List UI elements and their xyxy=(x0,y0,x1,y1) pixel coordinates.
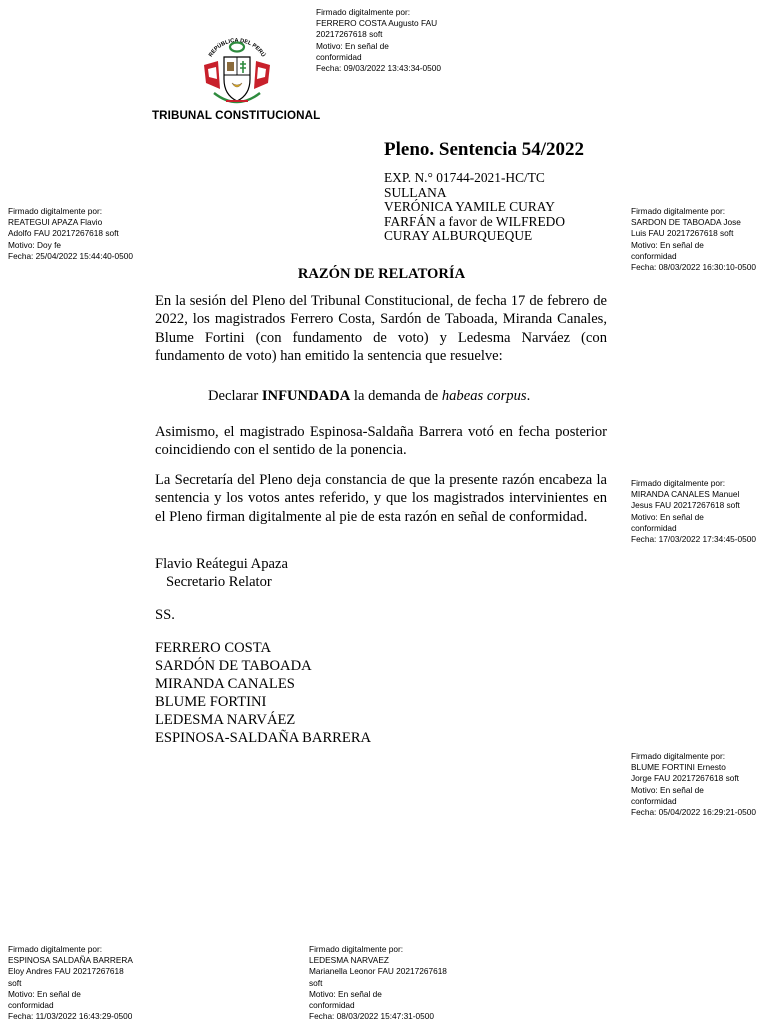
signature-line: conformidad xyxy=(8,1000,54,1011)
digital-signature-sardon xyxy=(631,206,756,273)
document-title: Pleno. Sentencia 54/2022 xyxy=(384,139,585,160)
signature-line: Motivo: En señal de xyxy=(309,988,382,999)
resolution-statement xyxy=(208,388,530,405)
signature-line: Firmado digitalmente por: xyxy=(309,944,404,954)
signature-line: Firmado digitalmente por: xyxy=(631,206,726,216)
magistrate-name: FERRERO COSTA xyxy=(155,640,272,656)
resolution-remedy: habeas corpus xyxy=(441,388,527,404)
section-heading: RAZÓN DE RELATORÍA xyxy=(297,266,466,282)
digital-signature-reategui xyxy=(8,206,133,262)
case-line: FARFÁN a favor de WILFREDO xyxy=(384,213,566,229)
signature-line: conformidad xyxy=(631,250,677,261)
digital-signature-ledesma xyxy=(309,944,447,1022)
signature-line: Jesus FAU 20217267618 soft xyxy=(631,500,740,511)
digital-signature-miranda xyxy=(631,478,756,545)
signature-line: Fecha: 25/04/2022 15:44:40-0500 xyxy=(8,250,134,261)
signature-line: conformidad xyxy=(309,1000,355,1011)
magistrate-name: MIRANDA CANALES xyxy=(155,675,295,692)
signature-line: Motivo: En señal de xyxy=(316,40,389,51)
signature-line: Firmado digitalmente por: xyxy=(631,478,726,488)
case-reference xyxy=(384,171,565,244)
signer-name: Flavio Reátegui Apaza xyxy=(155,556,288,572)
digital-signature-espinosa xyxy=(8,944,133,1022)
digital-signature-blume xyxy=(631,751,756,818)
resolution-middle: la demanda de xyxy=(350,388,442,404)
signature-line: Motivo: En señal de xyxy=(631,784,704,795)
signature-line: SARDON DE TABOADA Jose xyxy=(631,217,741,228)
signature-line: Eloy Andres FAU 20217267618 xyxy=(8,966,124,977)
case-line: VERÓNICA YAMILE CURAY xyxy=(384,199,555,215)
magistrates-list xyxy=(155,640,371,747)
signature-line: Motivo: Doy fe xyxy=(8,239,62,250)
signature-line: ESPINOSA SALDAÑA BARRERA xyxy=(8,955,133,966)
peru-coat-of-arms-logo xyxy=(196,31,278,109)
paragraph-additional-vote: Asimismo, el magistrado Espinosa-Saldaña Barrera votó en fecha posterior coincidiendo con el sentido de la ponencia. xyxy=(155,424,607,459)
magistrate-name: ESPINOSA-SALDAÑA BARRERA xyxy=(155,729,372,746)
seal-text: REPÚBLICA DEL PERÚ xyxy=(208,37,266,59)
signature-line: Fecha: 09/03/2022 13:43:34-0500 xyxy=(316,63,442,74)
signature-line: 20217267618 soft xyxy=(316,29,383,40)
signature-line: soft xyxy=(8,977,22,988)
case-line: EXP. N.° 01744-2021-HC/TC xyxy=(384,170,545,185)
signature-line: LEDESMA NARVAEZ xyxy=(309,955,389,966)
signature-line: Firmado digitalmente por: xyxy=(8,206,103,216)
signature-line: Motivo: En señal de xyxy=(631,239,704,250)
magistrate-name: LEDESMA NARVÁEZ xyxy=(155,711,296,728)
signature-line: FERRERO COSTA Augusto FAU xyxy=(316,18,438,29)
signature-line: Firmado digitalmente por: xyxy=(8,944,103,954)
signature-line: conformidad xyxy=(631,522,677,533)
svg-text:REPÚBLICA DEL PERÚ xyxy=(208,38,267,58)
magistrate-name: SARDÓN DE TABOADA xyxy=(155,657,312,674)
signature-line: conformidad xyxy=(631,795,677,806)
signature-line: Firmado digitalmente por: xyxy=(631,751,726,761)
signature-line: Fecha: 17/03/2022 17:34:45-0500 xyxy=(631,534,757,545)
signature-line: Adolfo FAU 20217267618 soft xyxy=(8,228,119,239)
paragraph-session: En la sesión del Pleno del Tribunal Constitucional, de fecha 17 de febrero de 2022, los magistrados Ferrero Costa, Sardón de Taboada, Miranda Canales, Blume Fortini (con fundamento de voto) y Ledesma Narváez (con fundamento de voto) han emitido la sentencia que resuelve: xyxy=(155,293,607,365)
signature-line: Motivo: En señal de xyxy=(631,511,704,522)
signature-line: MIRANDA CANALES Manuel xyxy=(631,489,740,500)
signature-line: BLUME FORTINI Ernesto xyxy=(631,762,726,773)
institution-name: TRIBUNAL CONSTITUCIONAL xyxy=(152,109,321,122)
case-line: SULLANA xyxy=(384,184,447,200)
signature-line: Fecha: 08/03/2022 15:47:31-0500 xyxy=(309,1011,435,1022)
magistrate-name: BLUME FORTINI xyxy=(155,693,267,710)
signature-line: Fecha: 05/04/2022 16:29:21-0500 xyxy=(631,807,757,818)
case-line: CURAY ALBURQUEQUE xyxy=(384,228,533,244)
resolution-suffix: . xyxy=(526,388,531,404)
digital-signature-ferrero xyxy=(316,7,441,74)
signature-line: Fecha: 11/03/2022 16:43:29-0500 xyxy=(8,1011,133,1022)
signature-line: Luis FAU 20217267618 soft xyxy=(631,228,734,239)
signature-line: Jorge FAU 20217267618 soft xyxy=(631,773,739,784)
signature-line: Firmado digitalmente por: xyxy=(316,7,411,17)
signature-line: soft xyxy=(309,977,323,988)
paragraph-certification: La Secretaría del Pleno deja constancia de que la presente razón encabeza la sentencia y los votos antes referido, y que los magistrados intervinientes en el Pleno firman digitalmente al pie de esta razón en señal de conformidad. xyxy=(155,472,607,525)
resolution-verdict: INFUNDADA xyxy=(261,388,351,404)
signature-line: Marianella Leonor FAU 20217267618 xyxy=(309,966,447,977)
signature-line: REATEGUI APAZA Flavio xyxy=(8,217,103,228)
signer-role: Secretario Relator xyxy=(166,574,272,590)
signature-line: Fecha: 08/03/2022 16:30:10-0500 xyxy=(631,262,757,273)
ss-label: SS. xyxy=(155,607,175,623)
signature-line: conformidad xyxy=(316,51,362,62)
resolution-prefix: Declarar xyxy=(208,388,262,404)
signature-line: Motivo: En señal de xyxy=(8,988,81,999)
